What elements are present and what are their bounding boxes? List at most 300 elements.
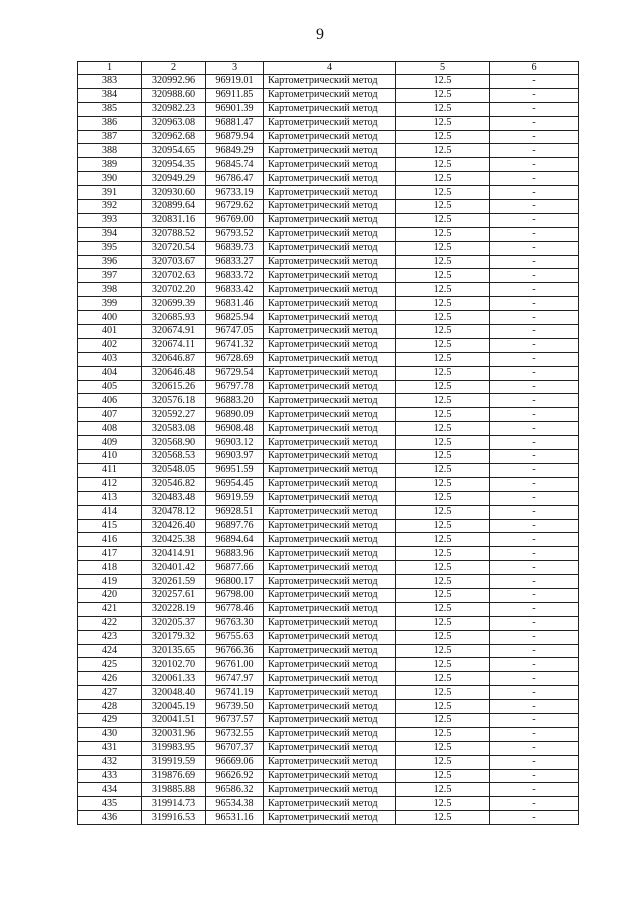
table-cell: Картометрический метод bbox=[264, 463, 396, 477]
column-header: 5 bbox=[396, 62, 490, 75]
table-row bbox=[78, 88, 579, 102]
table-cell: 12.5 bbox=[396, 352, 490, 366]
table-cell: 423 bbox=[78, 630, 142, 644]
table-row bbox=[78, 241, 579, 255]
table-cell: 96747.97 bbox=[206, 672, 264, 686]
table-cell: Картометрический метод bbox=[264, 422, 396, 436]
table-cell: 391 bbox=[78, 186, 142, 200]
table-cell: 12.5 bbox=[396, 172, 490, 186]
table-cell: - bbox=[490, 616, 579, 630]
table-cell: - bbox=[490, 186, 579, 200]
table-cell: Картометрический метод bbox=[264, 297, 396, 311]
table-cell: 12.5 bbox=[396, 75, 490, 89]
column-header: 4 bbox=[264, 62, 396, 75]
table-cell: - bbox=[490, 338, 579, 352]
table-cell: 96839.73 bbox=[206, 241, 264, 255]
table-cell: Картометрический метод bbox=[264, 672, 396, 686]
table-cell: Картометрический метод bbox=[264, 755, 396, 769]
table-cell: - bbox=[490, 75, 579, 89]
table-row bbox=[78, 338, 579, 352]
table-cell: - bbox=[490, 547, 579, 561]
table-cell: 12.5 bbox=[396, 588, 490, 602]
table-cell: 320228.19 bbox=[142, 602, 206, 616]
table-cell: 319914.73 bbox=[142, 797, 206, 811]
table-cell: 96531.16 bbox=[206, 811, 264, 825]
table-cell: - bbox=[490, 436, 579, 450]
table-cell: 12.5 bbox=[396, 533, 490, 547]
table-cell: 12.5 bbox=[396, 88, 490, 102]
table-cell: 12.5 bbox=[396, 213, 490, 227]
table-cell: 392 bbox=[78, 200, 142, 214]
table-cell: - bbox=[490, 755, 579, 769]
table-cell: Картометрический метод bbox=[264, 394, 396, 408]
table-cell: 401 bbox=[78, 325, 142, 339]
table-cell: 12.5 bbox=[396, 602, 490, 616]
table-cell: Картометрический метод bbox=[264, 547, 396, 561]
table-cell: Картометрический метод bbox=[264, 186, 396, 200]
table-cell: - bbox=[490, 463, 579, 477]
table-cell: Картометрический метод bbox=[264, 227, 396, 241]
table-cell: 398 bbox=[78, 283, 142, 297]
table-cell: Картометрический метод bbox=[264, 602, 396, 616]
table-cell: - bbox=[490, 519, 579, 533]
table-cell: 320646.48 bbox=[142, 366, 206, 380]
table-cell: - bbox=[490, 630, 579, 644]
table-cell: Картометрический метод bbox=[264, 741, 396, 755]
table-cell: 396 bbox=[78, 255, 142, 269]
table-cell: Картометрический метод bbox=[264, 588, 396, 602]
table-cell: - bbox=[490, 422, 579, 436]
table-cell: 96800.17 bbox=[206, 575, 264, 589]
table-cell: 408 bbox=[78, 422, 142, 436]
table-cell: - bbox=[490, 797, 579, 811]
table-cell: 320426.40 bbox=[142, 519, 206, 533]
table-row bbox=[78, 325, 579, 339]
table-cell: - bbox=[490, 727, 579, 741]
table-row bbox=[78, 158, 579, 172]
table-cell: Картометрический метод bbox=[264, 380, 396, 394]
table-cell: 319983.95 bbox=[142, 741, 206, 755]
table-cell: 402 bbox=[78, 338, 142, 352]
table-cell: 320982.23 bbox=[142, 102, 206, 116]
column-header: 2 bbox=[142, 62, 206, 75]
table-row bbox=[78, 575, 579, 589]
table-row bbox=[78, 255, 579, 269]
table-cell: Картометрический метод bbox=[264, 533, 396, 547]
table-cell: Картометрический метод bbox=[264, 561, 396, 575]
table-cell: 96890.09 bbox=[206, 408, 264, 422]
column-header: 6 bbox=[490, 62, 579, 75]
table-cell: 394 bbox=[78, 227, 142, 241]
table-cell: 12.5 bbox=[396, 255, 490, 269]
table-cell: 12.5 bbox=[396, 186, 490, 200]
table-cell: 387 bbox=[78, 130, 142, 144]
table-row bbox=[78, 658, 579, 672]
table-cell: 320930.60 bbox=[142, 186, 206, 200]
table-row bbox=[78, 366, 579, 380]
table-cell: 12.5 bbox=[396, 477, 490, 491]
table-cell: Картометрический метод bbox=[264, 311, 396, 325]
table-cell: 96786.47 bbox=[206, 172, 264, 186]
table-cell: 96586.32 bbox=[206, 783, 264, 797]
table-cell: 12.5 bbox=[396, 338, 490, 352]
page-number: 9 bbox=[316, 26, 324, 43]
table-cell: 320992.96 bbox=[142, 75, 206, 89]
table-cell: - bbox=[490, 450, 579, 464]
table-cell: - bbox=[490, 602, 579, 616]
table-cell: Картометрический метод bbox=[264, 213, 396, 227]
table-cell: 320699.39 bbox=[142, 297, 206, 311]
table-row bbox=[78, 422, 579, 436]
table-row bbox=[78, 505, 579, 519]
table-cell: 96903.97 bbox=[206, 450, 264, 464]
table-row bbox=[78, 200, 579, 214]
table-cell: - bbox=[490, 394, 579, 408]
table-cell: 96669.06 bbox=[206, 755, 264, 769]
table-cell: 96733.19 bbox=[206, 186, 264, 200]
table-cell: 431 bbox=[78, 741, 142, 755]
table-cell: 424 bbox=[78, 644, 142, 658]
table-cell: 320205.37 bbox=[142, 616, 206, 630]
table-cell: 320401.42 bbox=[142, 561, 206, 575]
table-cell: 390 bbox=[78, 172, 142, 186]
table-cell: 320615.26 bbox=[142, 380, 206, 394]
table-cell: 96707.37 bbox=[206, 741, 264, 755]
table-cell: - bbox=[490, 352, 579, 366]
table-cell: 12.5 bbox=[396, 422, 490, 436]
table-row bbox=[78, 672, 579, 686]
table-cell: 320045.19 bbox=[142, 700, 206, 714]
table-cell: 12.5 bbox=[396, 144, 490, 158]
table-cell: 320135.65 bbox=[142, 644, 206, 658]
table-cell: Картометрический метод bbox=[264, 158, 396, 172]
table-cell: - bbox=[490, 227, 579, 241]
table-cell: 96883.96 bbox=[206, 547, 264, 561]
table-cell: Картометрический метод bbox=[264, 255, 396, 269]
table-cell: Картометрический метод bbox=[264, 241, 396, 255]
table-row bbox=[78, 102, 579, 116]
table-row bbox=[78, 172, 579, 186]
table-cell: 96894.64 bbox=[206, 533, 264, 547]
table-row bbox=[78, 213, 579, 227]
table-cell: - bbox=[490, 130, 579, 144]
table-row bbox=[78, 630, 579, 644]
table-cell: 12.5 bbox=[396, 227, 490, 241]
table-cell: - bbox=[490, 172, 579, 186]
table-row bbox=[78, 311, 579, 325]
table-row bbox=[78, 352, 579, 366]
table-cell: 96833.42 bbox=[206, 283, 264, 297]
table-cell: Картометрический метод bbox=[264, 727, 396, 741]
table-cell: Картометрический метод bbox=[264, 366, 396, 380]
table-cell: 12.5 bbox=[396, 463, 490, 477]
table-cell: 12.5 bbox=[396, 783, 490, 797]
table-cell: - bbox=[490, 491, 579, 505]
table-cell: 320831.16 bbox=[142, 213, 206, 227]
table-cell: Картометрический метод bbox=[264, 477, 396, 491]
table-cell: - bbox=[490, 686, 579, 700]
table-cell: 320568.90 bbox=[142, 436, 206, 450]
table-cell: - bbox=[490, 144, 579, 158]
table-cell: 96761.00 bbox=[206, 658, 264, 672]
table-cell: 412 bbox=[78, 477, 142, 491]
table-cell: 96797.78 bbox=[206, 380, 264, 394]
table-cell: 12.5 bbox=[396, 741, 490, 755]
table-cell: Картометрический метод bbox=[264, 700, 396, 714]
column-header: 3 bbox=[206, 62, 264, 75]
table-row bbox=[78, 616, 579, 630]
table-cell: - bbox=[490, 588, 579, 602]
table-cell: 96928.51 bbox=[206, 505, 264, 519]
table-cell: 319919.59 bbox=[142, 755, 206, 769]
table-cell: 320674.91 bbox=[142, 325, 206, 339]
table-cell: 96755.63 bbox=[206, 630, 264, 644]
table-cell: - bbox=[490, 700, 579, 714]
table-cell: 12.5 bbox=[396, 547, 490, 561]
table-cell: 386 bbox=[78, 116, 142, 130]
table-cell: Картометрический метод bbox=[264, 283, 396, 297]
table-row bbox=[78, 463, 579, 477]
table-cell: 384 bbox=[78, 88, 142, 102]
table-cell: 12.5 bbox=[396, 658, 490, 672]
table-cell: 435 bbox=[78, 797, 142, 811]
table-cell: - bbox=[490, 713, 579, 727]
table-cell: 12.5 bbox=[396, 713, 490, 727]
table-cell: - bbox=[490, 325, 579, 339]
table-cell: 320963.08 bbox=[142, 116, 206, 130]
table-cell: 96763.30 bbox=[206, 616, 264, 630]
table-cell: 399 bbox=[78, 297, 142, 311]
table-cell: 320048.40 bbox=[142, 686, 206, 700]
column-header: 1 bbox=[78, 62, 142, 75]
table-cell: 12.5 bbox=[396, 311, 490, 325]
table-cell: 96778.46 bbox=[206, 602, 264, 616]
table-cell: 96741.19 bbox=[206, 686, 264, 700]
table-cell: 409 bbox=[78, 436, 142, 450]
table-cell: - bbox=[490, 102, 579, 116]
table-row bbox=[78, 116, 579, 130]
table-cell: 12.5 bbox=[396, 436, 490, 450]
table-row bbox=[78, 561, 579, 575]
table-cell: - bbox=[490, 158, 579, 172]
table-cell: Картометрический метод bbox=[264, 102, 396, 116]
table-cell: 96747.05 bbox=[206, 325, 264, 339]
table-cell: 320646.87 bbox=[142, 352, 206, 366]
table-cell: 12.5 bbox=[396, 575, 490, 589]
table-cell: - bbox=[490, 811, 579, 825]
table-cell: Картометрический метод bbox=[264, 75, 396, 89]
table-cell: 433 bbox=[78, 769, 142, 783]
table-row bbox=[78, 436, 579, 450]
table-row bbox=[78, 450, 579, 464]
table-cell: Картометрический метод bbox=[264, 408, 396, 422]
table-cell: 320962.68 bbox=[142, 130, 206, 144]
table-cell: - bbox=[490, 658, 579, 672]
table-cell: 385 bbox=[78, 102, 142, 116]
table-cell: - bbox=[490, 255, 579, 269]
table-row bbox=[78, 519, 579, 533]
table-cell: - bbox=[490, 200, 579, 214]
table-cell: 12.5 bbox=[396, 755, 490, 769]
table-cell: 96833.72 bbox=[206, 269, 264, 283]
table-cell: 320102.70 bbox=[142, 658, 206, 672]
table-cell: 96954.45 bbox=[206, 477, 264, 491]
table-cell: 12.5 bbox=[396, 519, 490, 533]
table-cell: 319916.53 bbox=[142, 811, 206, 825]
table-row bbox=[78, 297, 579, 311]
table-cell: Картометрический метод bbox=[264, 797, 396, 811]
table-cell: 12.5 bbox=[396, 811, 490, 825]
table-cell: 12.5 bbox=[396, 102, 490, 116]
table-cell: 96911.85 bbox=[206, 88, 264, 102]
table-cell: 320414.91 bbox=[142, 547, 206, 561]
table-cell: 320478.12 bbox=[142, 505, 206, 519]
table-row bbox=[78, 644, 579, 658]
table-cell: Картометрический метод bbox=[264, 644, 396, 658]
table-cell: 96626.92 bbox=[206, 769, 264, 783]
table-cell: - bbox=[490, 241, 579, 255]
table-cell: 96845.74 bbox=[206, 158, 264, 172]
table-cell: Картометрический метод bbox=[264, 269, 396, 283]
table-cell: 320041.51 bbox=[142, 713, 206, 727]
table-cell: 96729.62 bbox=[206, 200, 264, 214]
table-cell: 320988.60 bbox=[142, 88, 206, 102]
table-cell: 12.5 bbox=[396, 700, 490, 714]
table-cell: 96951.59 bbox=[206, 463, 264, 477]
table-cell: 419 bbox=[78, 575, 142, 589]
table-cell: 96732.55 bbox=[206, 727, 264, 741]
table-cell: 410 bbox=[78, 450, 142, 464]
table-cell: 421 bbox=[78, 602, 142, 616]
coordinates-table bbox=[77, 61, 579, 825]
table-row bbox=[78, 547, 579, 561]
table-cell: 320788.52 bbox=[142, 227, 206, 241]
table-row bbox=[78, 75, 579, 89]
table-cell: 96919.01 bbox=[206, 75, 264, 89]
table-cell: 96901.39 bbox=[206, 102, 264, 116]
table-cell: 320483.48 bbox=[142, 491, 206, 505]
table-cell: 96728.69 bbox=[206, 352, 264, 366]
table-cell: Картометрический метод bbox=[264, 325, 396, 339]
table-cell: - bbox=[490, 769, 579, 783]
table-row bbox=[78, 713, 579, 727]
table-cell: 96831.46 bbox=[206, 297, 264, 311]
table-cell: - bbox=[490, 88, 579, 102]
table-row bbox=[78, 797, 579, 811]
table-cell: 12.5 bbox=[396, 158, 490, 172]
table-cell: 96737.57 bbox=[206, 713, 264, 727]
table-cell: 96769.00 bbox=[206, 213, 264, 227]
table-row bbox=[78, 741, 579, 755]
table-cell: 320576.18 bbox=[142, 394, 206, 408]
table-cell: 96881.47 bbox=[206, 116, 264, 130]
table-cell: - bbox=[490, 283, 579, 297]
table-cell: - bbox=[490, 533, 579, 547]
table-row bbox=[78, 130, 579, 144]
table-cell: 320954.65 bbox=[142, 144, 206, 158]
table-cell: Картометрический метод bbox=[264, 172, 396, 186]
table-cell: 96729.54 bbox=[206, 366, 264, 380]
table-cell: Картометрический метод bbox=[264, 616, 396, 630]
table-row bbox=[78, 811, 579, 825]
table-cell: 426 bbox=[78, 672, 142, 686]
table-cell: - bbox=[490, 561, 579, 575]
table-cell: Картометрический метод bbox=[264, 519, 396, 533]
table-row bbox=[78, 477, 579, 491]
table-cell: 12.5 bbox=[396, 491, 490, 505]
table-cell: 12.5 bbox=[396, 297, 490, 311]
table-cell: Картометрический метод bbox=[264, 130, 396, 144]
table-cell: 436 bbox=[78, 811, 142, 825]
table-cell: - bbox=[490, 213, 579, 227]
table-row bbox=[78, 755, 579, 769]
table-cell: 96883.20 bbox=[206, 394, 264, 408]
table-cell: Картометрический метод bbox=[264, 630, 396, 644]
table-cell: - bbox=[490, 297, 579, 311]
table-cell: Картометрический метод bbox=[264, 116, 396, 130]
table-cell: 12.5 bbox=[396, 797, 490, 811]
table-cell: 416 bbox=[78, 533, 142, 547]
table-cell: 320685.93 bbox=[142, 311, 206, 325]
table-cell: Картометрический метод bbox=[264, 713, 396, 727]
table-cell: 320702.20 bbox=[142, 283, 206, 297]
table-cell: - bbox=[490, 672, 579, 686]
table-cell: Картометрический метод bbox=[264, 491, 396, 505]
table-cell: 434 bbox=[78, 783, 142, 797]
table-body bbox=[78, 75, 579, 825]
table-header-row bbox=[78, 62, 579, 75]
table-cell: 96793.52 bbox=[206, 227, 264, 241]
table-row bbox=[78, 686, 579, 700]
table-cell: 411 bbox=[78, 463, 142, 477]
table-cell: 427 bbox=[78, 686, 142, 700]
table-row bbox=[78, 269, 579, 283]
table-cell: 388 bbox=[78, 144, 142, 158]
table-cell: 96903.12 bbox=[206, 436, 264, 450]
table-cell: 428 bbox=[78, 700, 142, 714]
table-cell: 12.5 bbox=[396, 630, 490, 644]
table-cell: 96877.66 bbox=[206, 561, 264, 575]
table-cell: - bbox=[490, 366, 579, 380]
table-cell: Картометрический метод bbox=[264, 505, 396, 519]
table-cell: 12.5 bbox=[396, 269, 490, 283]
table-cell: 320257.61 bbox=[142, 588, 206, 602]
table-cell: 12.5 bbox=[396, 769, 490, 783]
table-row bbox=[78, 186, 579, 200]
table-cell: 12.5 bbox=[396, 727, 490, 741]
table-cell: 12.5 bbox=[396, 505, 490, 519]
table-cell: Картометрический метод bbox=[264, 811, 396, 825]
table-cell: 319876.69 bbox=[142, 769, 206, 783]
table-cell: 96833.27 bbox=[206, 255, 264, 269]
table-cell: - bbox=[490, 505, 579, 519]
table-cell: - bbox=[490, 380, 579, 394]
table-cell: Картометрический метод bbox=[264, 88, 396, 102]
table-cell: 404 bbox=[78, 366, 142, 380]
table-cell: 320548.05 bbox=[142, 463, 206, 477]
table-cell: 320425.38 bbox=[142, 533, 206, 547]
table-cell: 389 bbox=[78, 158, 142, 172]
table-row bbox=[78, 394, 579, 408]
table-cell: 405 bbox=[78, 380, 142, 394]
table-cell: Картометрический метод bbox=[264, 436, 396, 450]
table-cell: 96849.29 bbox=[206, 144, 264, 158]
table-cell: 432 bbox=[78, 755, 142, 769]
table-cell: 320720.54 bbox=[142, 241, 206, 255]
table-cell: 320899.64 bbox=[142, 200, 206, 214]
table-cell: 320703.67 bbox=[142, 255, 206, 269]
table-cell: 418 bbox=[78, 561, 142, 575]
